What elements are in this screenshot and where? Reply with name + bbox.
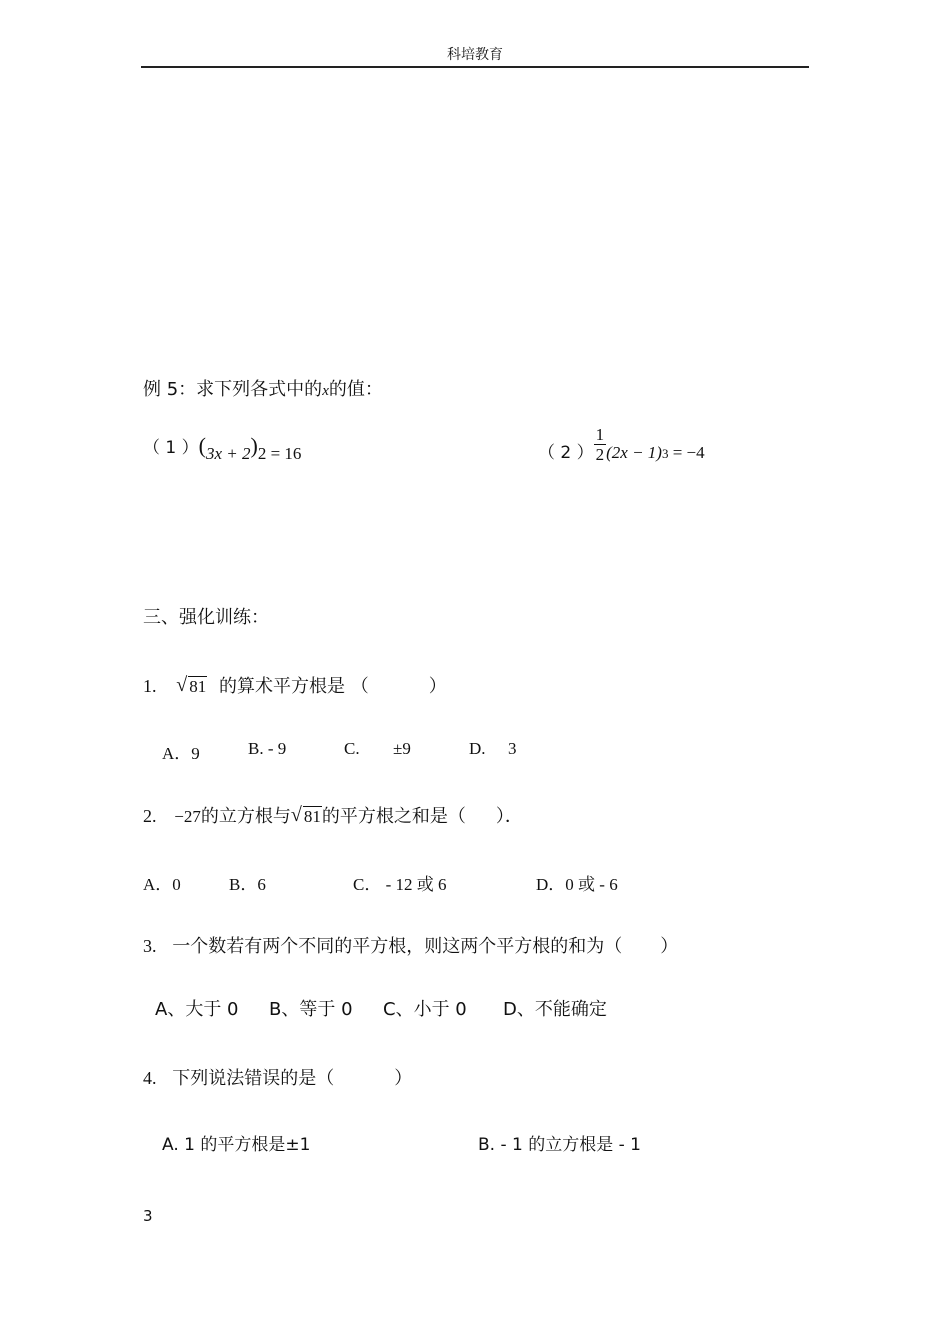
q2-option-c: C． - 12 或 6 — [353, 875, 447, 894]
q1-option-a: A．9 — [162, 744, 200, 763]
q1-option-c: C. — [344, 739, 360, 758]
q1-option-c-value: ±9 — [393, 739, 411, 758]
q3-option-b: B、等于 0 — [269, 999, 353, 1020]
sqrt-81: √ 81 — [176, 674, 207, 696]
q2-option-a: A．0 — [143, 875, 181, 894]
section3-title: 三、强化训练： — [143, 607, 269, 628]
q3-option-d: D、不能确定 — [503, 999, 607, 1020]
example5-q1 — [143, 433, 302, 463]
header-rule — [141, 66, 809, 68]
q4-option-a: A. 1 的平方根是±1 — [162, 1135, 311, 1155]
question-2: 2. −27的立方根与 √ 81的平方根之和是（ ）． — [143, 804, 523, 827]
sqrt-81-q2: √ 81 — [290, 804, 321, 826]
example5-title: 例 5：求下列各式中的x的值： — [143, 379, 383, 400]
q1-label: （ 1 ） — [143, 438, 199, 458]
q2-option-d: D．0 或 - 6 — [536, 875, 618, 894]
q1-option-d-value: 3 — [508, 739, 517, 758]
example5-q2 — [538, 426, 705, 463]
q2-label: （ 2 ） — [538, 442, 594, 463]
q4-option-b: B. - 1 的立方根是 - 1 — [478, 1135, 641, 1155]
q2-option-b: B．6 — [229, 875, 266, 894]
q1-equation: (3x + 2)2 = 16 — [198, 433, 302, 463]
page-number: 3 — [143, 1207, 153, 1225]
question-1: 1. √ 81 的算术平方根是 （ ） — [143, 674, 447, 697]
q3-option-a: A、大于 0 — [155, 999, 239, 1020]
q2-fraction: $\frac{1}{2}$ — [595, 425, 605, 464]
q3-option-c: C、小于 0 — [383, 999, 467, 1020]
q1-option-d: D. — [469, 739, 486, 758]
page-header-title: 科培教育 — [447, 47, 503, 63]
q2-equation: (2x − 1)3 = −4 — [606, 442, 705, 462]
question-3: 3. 一个数若有两个不同的平方根，则这两个平方根的和为（ ） — [143, 936, 679, 957]
question-4: 4. 下列说法错误的是（ ） — [143, 1068, 413, 1089]
q1-option-b: B. - 9 — [248, 739, 287, 758]
